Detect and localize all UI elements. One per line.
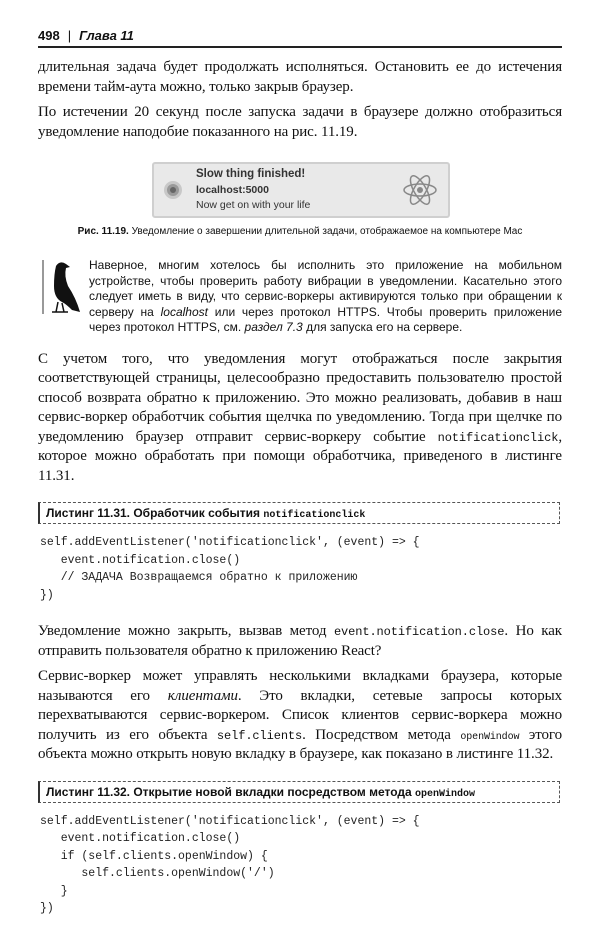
running-header <box>38 28 562 48</box>
crow-note-icon <box>42 258 82 318</box>
note-text <box>89 258 562 336</box>
paragraph <box>38 350 562 487</box>
note-part: для запуска его на сервере. <box>302 320 463 334</box>
text-span: С учетом того, что уведомления могут отображаться после закрытия соответствующей страницы, целесообразно предоставить пользователю простой способ возврата обратно к приложению. Это можно реализовать, добавив в наш сервис-воркер обработчик события щелчка по уведомлению. Тогда при щелчке по уведомлению браузер отправит сервис-воркеру событие <box>38 350 562 445</box>
notification-body: Now get on with your life <box>196 199 311 211</box>
note-block <box>38 258 562 336</box>
paragraph: По истечении 20 секунд после запуска задачи в браузере должно отобразиться уведомление наподобие показанного на рис. 11.19. <box>38 104 562 140</box>
text-span: Сервис-воркер может управлять несколькими вкладками браузера, которые называются его <box>38 668 562 704</box>
text-span: . Но как отправить пользователя обратно к приложению React? <box>38 623 562 659</box>
chrome-icon <box>164 181 182 199</box>
header-separator: | <box>67 28 72 43</box>
note-emphasis: localhost <box>160 304 208 319</box>
chapter-title: Глава 11 <box>79 28 134 43</box>
paragraph <box>38 667 562 765</box>
caption-label: Рис. 11.19. <box>77 226 129 237</box>
code-block: self.addEventListener('notificationclick', (event) => { event.notification.close() // ЗАДАЧА Возвращаемся обратно к приложению }) <box>40 536 420 602</box>
note-emphasis: раздел 7.3 <box>244 320 303 334</box>
emphasis: клиентами <box>167 687 238 704</box>
listing-title-text: Листинг 11.31. Обработчик события <box>46 506 264 520</box>
text-span: Уведомление можно закрыть, вызвав метод <box>38 623 334 639</box>
page-number: 498 <box>38 28 60 43</box>
notification-figure <box>152 162 450 218</box>
text-span: , которое можно обработать при помощи обработчика, приведеного в листинге 11.31. <box>38 428 562 484</box>
text-span: этого объекта можно открыть новую вкладку в браузере, как показано в листинге 11.32. <box>38 726 562 762</box>
note-part: Наверное, многим хотелось бы исполнить это приложение на мобильном устройстве, чтобы проверить работу вибрации в уведомлении. Касательно этого следует иметь в виду, что сервис-воркеры активируются только при обращении к серверу на <box>89 258 562 319</box>
code-block: self.addEventListener('notificationclick', (event) => { event.notification.close() if (self.clients.openWindow) { self.clients.openWindow('/') } }) <box>40 814 420 915</box>
listing-title <box>38 502 560 524</box>
inline-code: self.clients <box>216 728 303 743</box>
note-part: или через протокол HTTPS. Чтобы проверить приложение через протокол HTTPS, см. <box>89 304 562 334</box>
listing-title-code: openWindow <box>415 788 476 800</box>
listing-title-code: notificationclick <box>263 510 366 521</box>
inline-code: event.notification.close <box>333 625 505 639</box>
listing-title-text: Листинг 11.32. Открытие новой вкладки посредством метода <box>46 784 416 799</box>
text-span: . Это вкладки, сетевые запросы которых перехватываются сервис-воркером. Список клиентов сервис-воркера можно получить из его объекта <box>38 687 562 743</box>
figure-caption <box>38 225 562 238</box>
paragraph <box>38 622 562 661</box>
paragraph: длительная задача будет продолжать исполняться. Остановить ее до истечения времени тайм-аута можно, только закрыв браузер. <box>38 59 562 95</box>
inline-code: notificationclick <box>437 430 559 445</box>
notification-title: Slow thing finished! <box>196 168 306 180</box>
notification-host: localhost:5000 <box>196 184 269 196</box>
react-logo-icon <box>402 172 438 208</box>
caption-text: Уведомление о завершении длительной задачи, отображаемое на компьютере Mac <box>128 226 523 237</box>
listing-title <box>38 781 560 803</box>
text-span: . Посредством метода <box>302 726 461 743</box>
inline-code: openWindow <box>460 731 520 743</box>
